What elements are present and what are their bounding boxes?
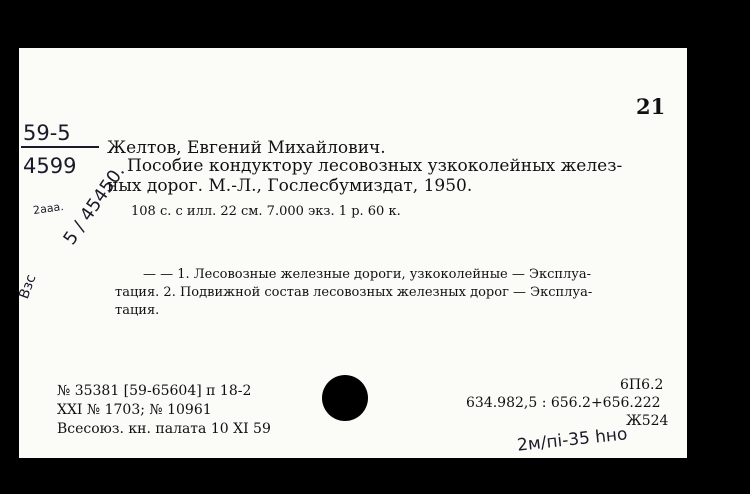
handwritten-shelf-top: 59-5 [23, 121, 71, 145]
classification-line-1: 6П6.2 [620, 377, 664, 393]
handwritten-bottom-mark: 2м/пі-35 hно [516, 424, 629, 456]
title-line-1: Пособие кондуктору лесовозных узкоколейных желез- [127, 156, 623, 176]
title-line-2: ных дорог. М.-Л., Гослесбумиздат, 1950. [107, 176, 473, 196]
page-number: 21 [636, 94, 666, 119]
author-heading: Желтов, Евгений Михайлович. [107, 138, 386, 158]
handwritten-mark-left: 2ааа. [32, 199, 65, 218]
handwritten-inventory-mark: 5 / 45450. [59, 161, 130, 249]
subjects-line-2: тация. 2. Подвижной состав лесовозных железных дорог — Эксплуа- [115, 285, 593, 300]
collation: 108 с. с илл. 22 см. 7.000 экз. 1 р. 60 к. [131, 204, 401, 219]
handwritten-shelf-bottom: 4599 [23, 154, 77, 178]
classification-line-2: 634.982,5 : 656.2+656.222 [466, 395, 661, 411]
record-line-2: XXI № 1703; № 10961 [57, 402, 212, 418]
record-line-3: Всесоюз. кн. палата 10 XI 59 [57, 421, 271, 437]
author-mark: Ж524 [626, 413, 669, 429]
punch-hole [322, 375, 368, 421]
record-line-1: № 35381 [59-65604] п 18-2 [57, 383, 252, 399]
subjects-line-3: тация. [115, 303, 160, 318]
handwritten-fraction-line [21, 146, 99, 148]
subjects-line-1: — — 1. Лесовозные железные дороги, узкоколейные — Эксплуа- [143, 267, 592, 282]
handwritten-side-mark: Взс [16, 272, 40, 302]
